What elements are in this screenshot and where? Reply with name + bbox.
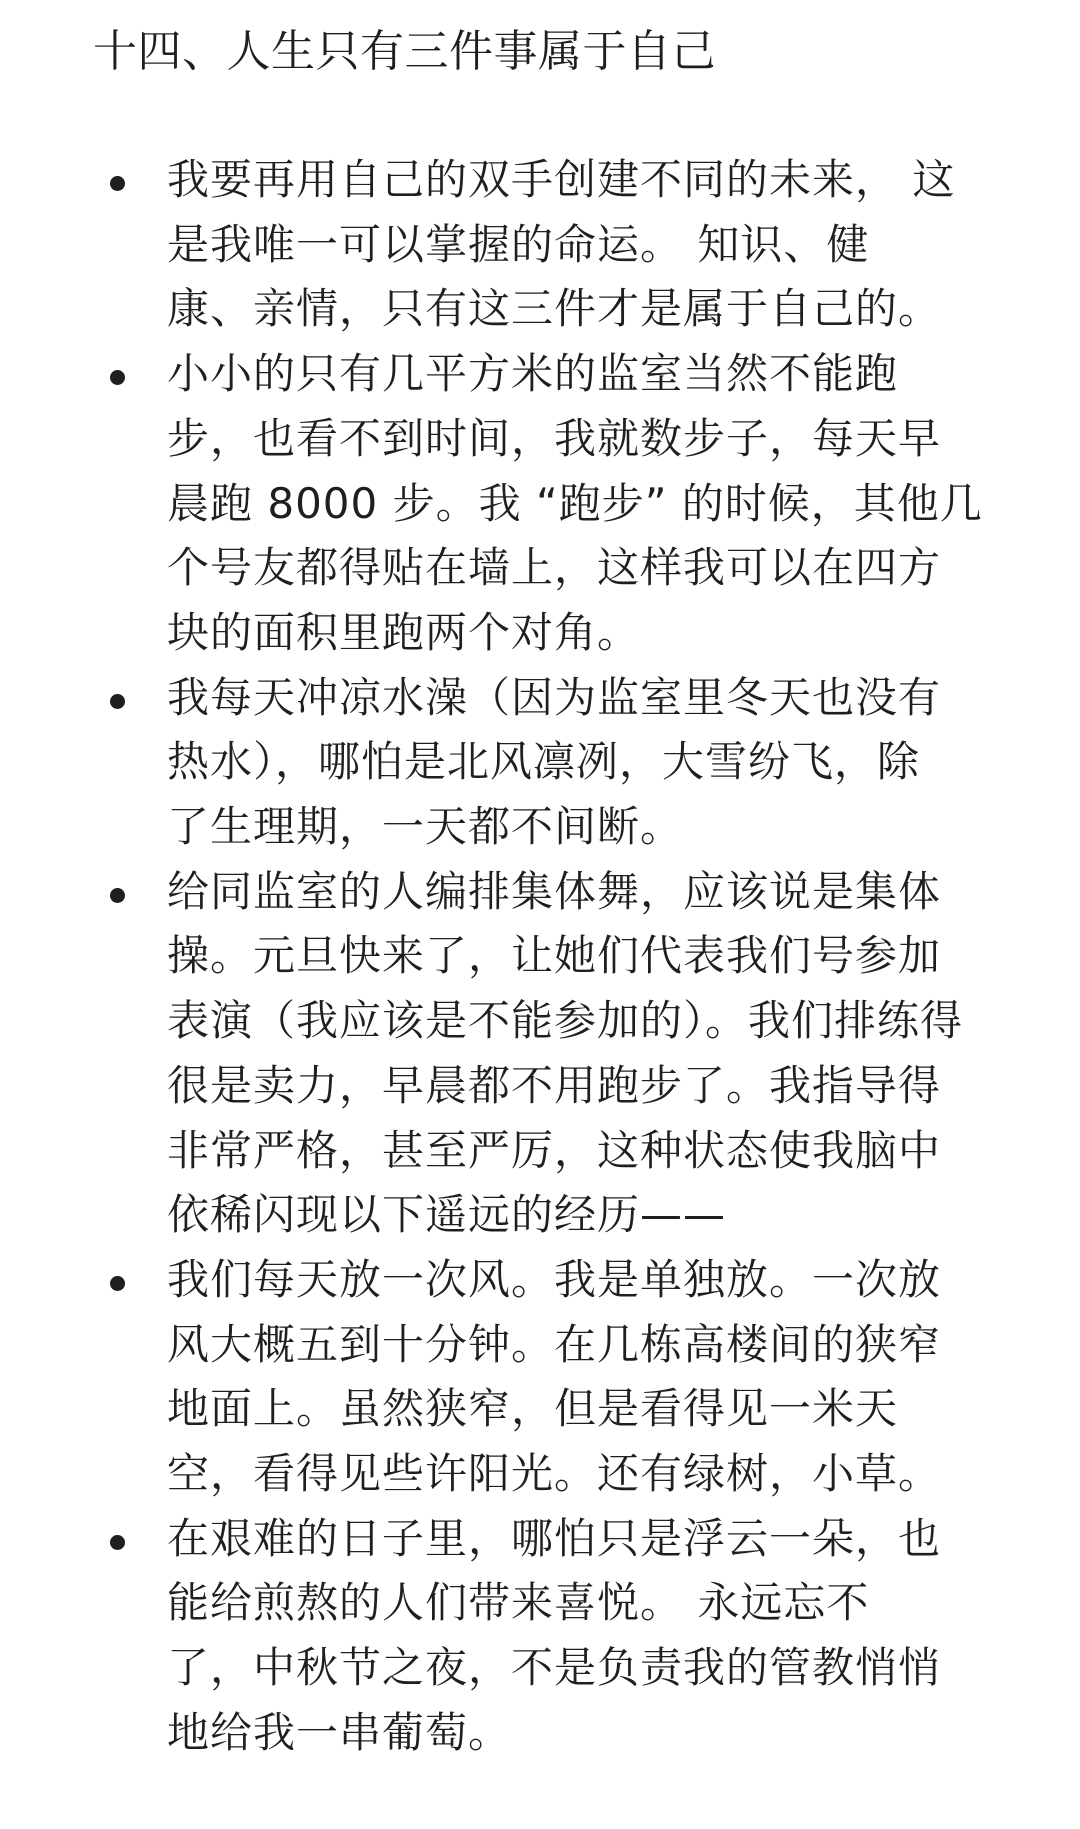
bullet-icon — [110, 1535, 125, 1550]
list-item — [0, 342, 1080, 666]
text-line: 康、亲情，只有这三件才是属于自己的。 — [167, 284, 942, 334]
list-item — [0, 148, 1080, 342]
text-line: 地面上。虽然狭窄，但是看得见一米天 — [167, 1384, 899, 1434]
list-item — [0, 860, 1080, 1248]
text-line: 我每天冲凉水澡（因为监室里冬天也没有 — [167, 672, 942, 722]
text-line: 是我唯一可以掌握的命运。 知识、健 — [167, 219, 870, 269]
text-line: 非常严格，甚至严厉，这种状态使我脑中 — [167, 1125, 942, 1175]
text-line: 晨跑 8000 步。我 “跑步” 的时候，其他几 — [167, 478, 983, 528]
text-line: 我要再用自己的双手创建不同的未来， 这 — [167, 155, 956, 204]
list-item — [0, 1507, 1080, 1766]
text-line: 给同监室的人编排集体舞，应该说是集体 — [167, 866, 942, 916]
text-line: 了，中秋节之夜，不是负责我的管教悄悄 — [167, 1643, 942, 1693]
text-line: 风大概五到十分钟。在几栋高楼间的狭窄 — [167, 1319, 942, 1369]
text-line: 操。元旦快来了，让她们代表我们号参加 — [167, 931, 942, 981]
list-item — [0, 1248, 1080, 1507]
text-line: 热水），哪怕是北风凛冽，大雪纷飞，除 — [167, 737, 921, 787]
text-line: 步，也看不到时间，我就数步子，每天早 — [167, 413, 942, 463]
text-line: 很是卖力，早晨都不用跑步了。我指导得 — [167, 1060, 942, 1110]
bullet-icon — [110, 1276, 125, 1291]
bullet-icon — [110, 888, 125, 903]
text-line: 空，看得见些许阳光。还有绿树，小草。 — [167, 1449, 942, 1499]
text-line: 依稀闪现以下遥远的经历—— — [167, 1190, 727, 1240]
bullet-icon — [110, 176, 125, 191]
bullet-list — [0, 148, 1080, 1766]
list-item — [0, 666, 1080, 860]
bullet-icon — [110, 694, 125, 709]
text-line: 地给我一串葡萄。 — [167, 1707, 512, 1757]
text-line: 能给煎熬的人们带来喜悦。 永远忘不 — [167, 1578, 870, 1628]
text-line: 我们每天放一次风。我是单独放。一次放 — [167, 1254, 942, 1304]
text-line: 小小的只有几平方米的监室当然不能跑 — [167, 349, 899, 399]
text-line: 块的面积里跑两个对角。 — [167, 607, 641, 657]
text-line: 了生理期，一天都不间断。 — [167, 802, 684, 852]
section-title: 十四、人生只有三件事属于自己 — [93, 26, 716, 77]
text-line: 表演（我应该是不能参加的）。我们排练得 — [167, 996, 964, 1046]
text-line: 个号友都得贴在墙上，这样我可以在四方 — [167, 543, 942, 593]
text-line: 在艰难的日子里，哪怕只是浮云一朵，也 — [167, 1513, 942, 1563]
